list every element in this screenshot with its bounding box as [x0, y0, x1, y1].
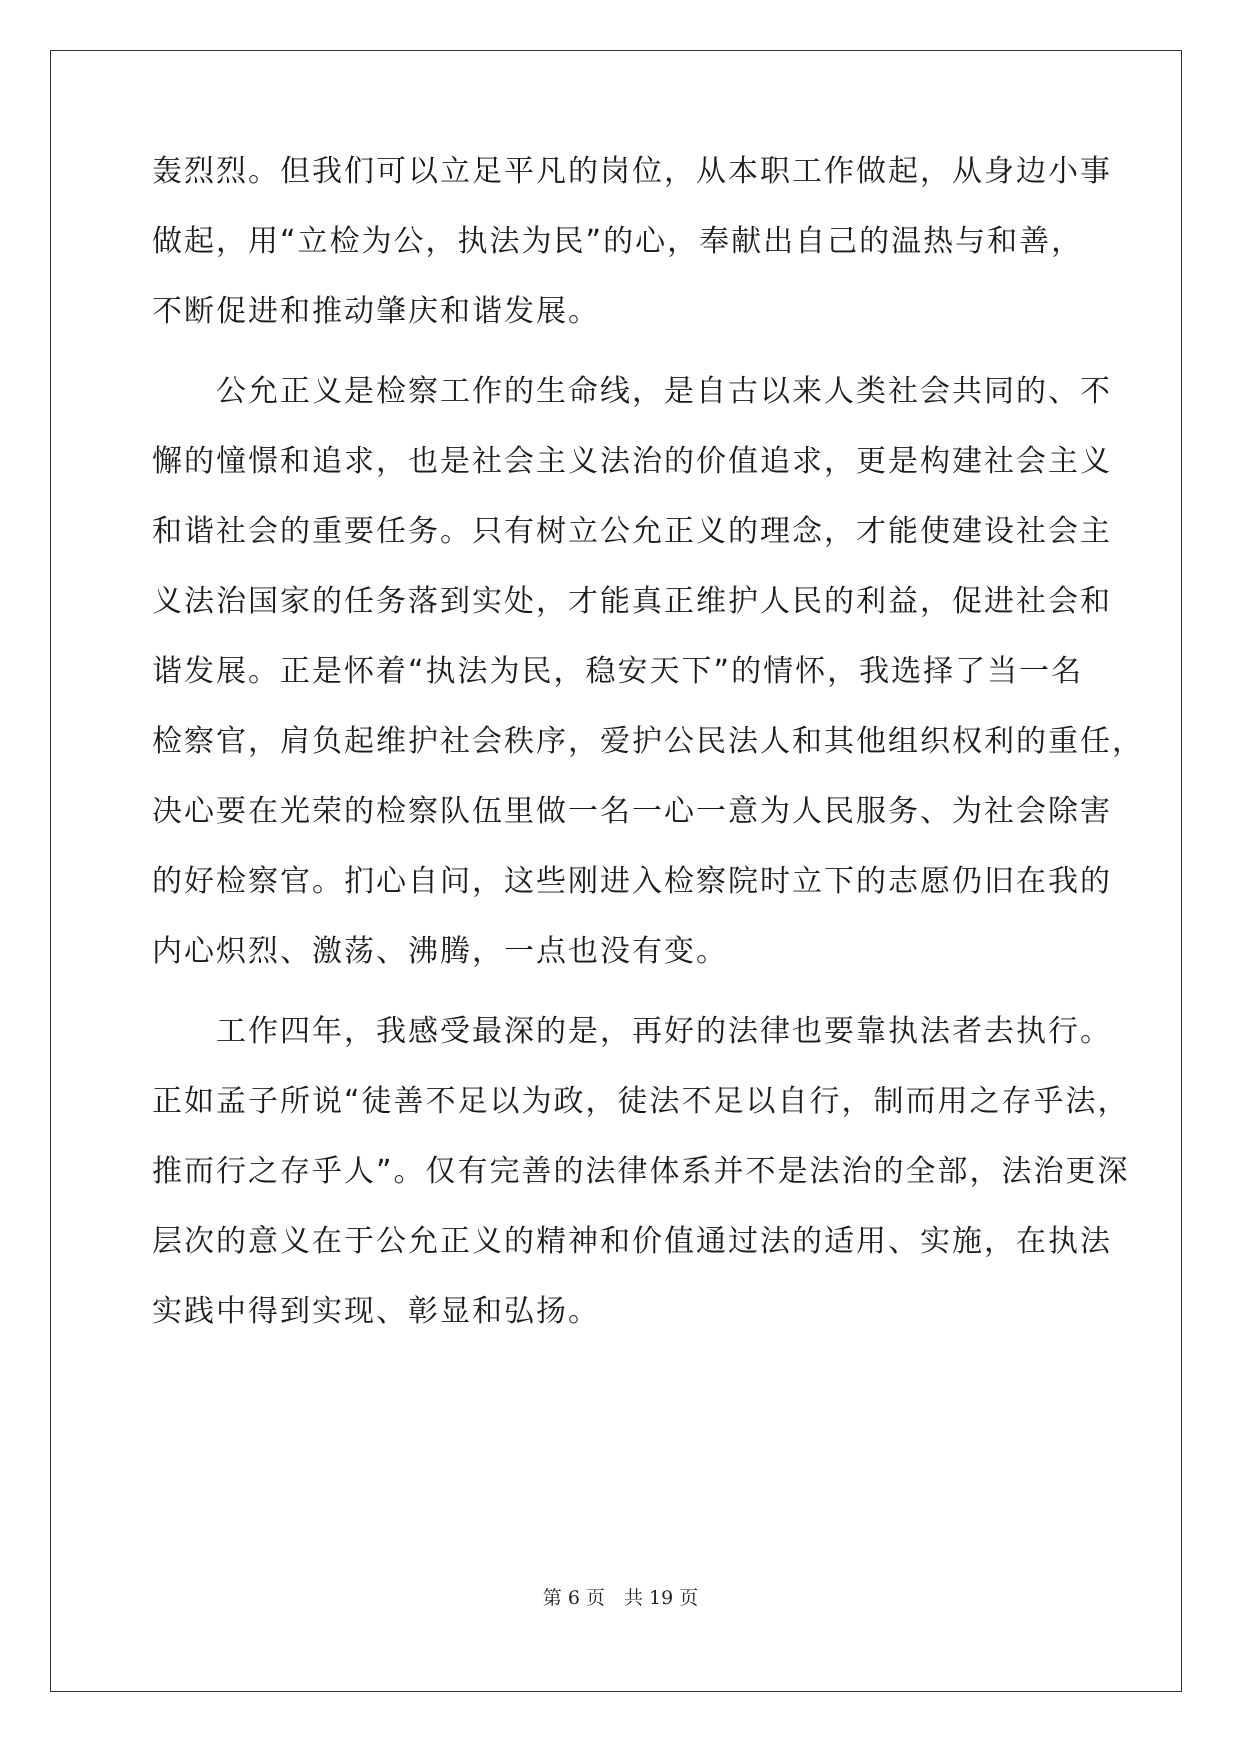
text-line: 推而行之存乎人”。仅有完善的法律体系并不是法治的全部，法治更深: [152, 1154, 1130, 1189]
text-line: 轰烈烈。但我们可以立足平凡的岗位，从本职工作做起，从身边小事: [152, 154, 1112, 189]
text-line: 义法治国家的任务落到实处，才能真正维护人民的利益，促进社会和: [152, 584, 1112, 619]
text-line: 实践中得到实现、彰显和弘扬。: [152, 1294, 600, 1329]
text-line: 检察官，肩负起维护社会秩序，爱护公民法人和其他组织权利的重任，: [152, 724, 1144, 759]
text-line: 正如孟子所说“徒善不足以为政，徒法不足以自行，制而用之存乎法，: [152, 1084, 1130, 1119]
text-line: 谐发展。正是怀着“执法为民，稳安天下”的情怀，我选择了当一名: [152, 654, 1084, 689]
text-line: 公允正义是检察工作的生命线，是自古以来人类社会共同的、不: [152, 374, 1112, 409]
text-line: 层次的意义在于公允正义的精神和价值通过法的适用、实施，在执法: [152, 1224, 1112, 1259]
text-line: 做起，用“立检为公，执法为民”的心，奉献出自己的温热与和善，: [152, 224, 1084, 259]
page-number-footer: 第 6 页 共 19 页: [542, 1587, 699, 1609]
text-line: 工作四年，我感受最深的是，再好的法律也要靠执法者去执行。: [152, 1014, 1112, 1049]
text-line: 的好检察官。扪心自问，这些刚进入检察院时立下的志愿仍旧在我的: [152, 864, 1112, 899]
text-line: 不断促进和推动肇庆和谐发展。: [152, 294, 600, 329]
text-line: 和谐社会的重要任务。只有树立公允正义的理念，才能使建设社会主: [152, 514, 1112, 549]
text-line: 内心炽烈、激荡、沸腾，一点也没有变。: [152, 934, 728, 969]
text-line: 决心要在光荣的检察队伍里做一名一心一意为人民服务、为社会除害: [152, 794, 1112, 829]
text-line: 懈的憧憬和追求，也是社会主义法治的价值追求，更是构建社会主义: [152, 444, 1112, 479]
